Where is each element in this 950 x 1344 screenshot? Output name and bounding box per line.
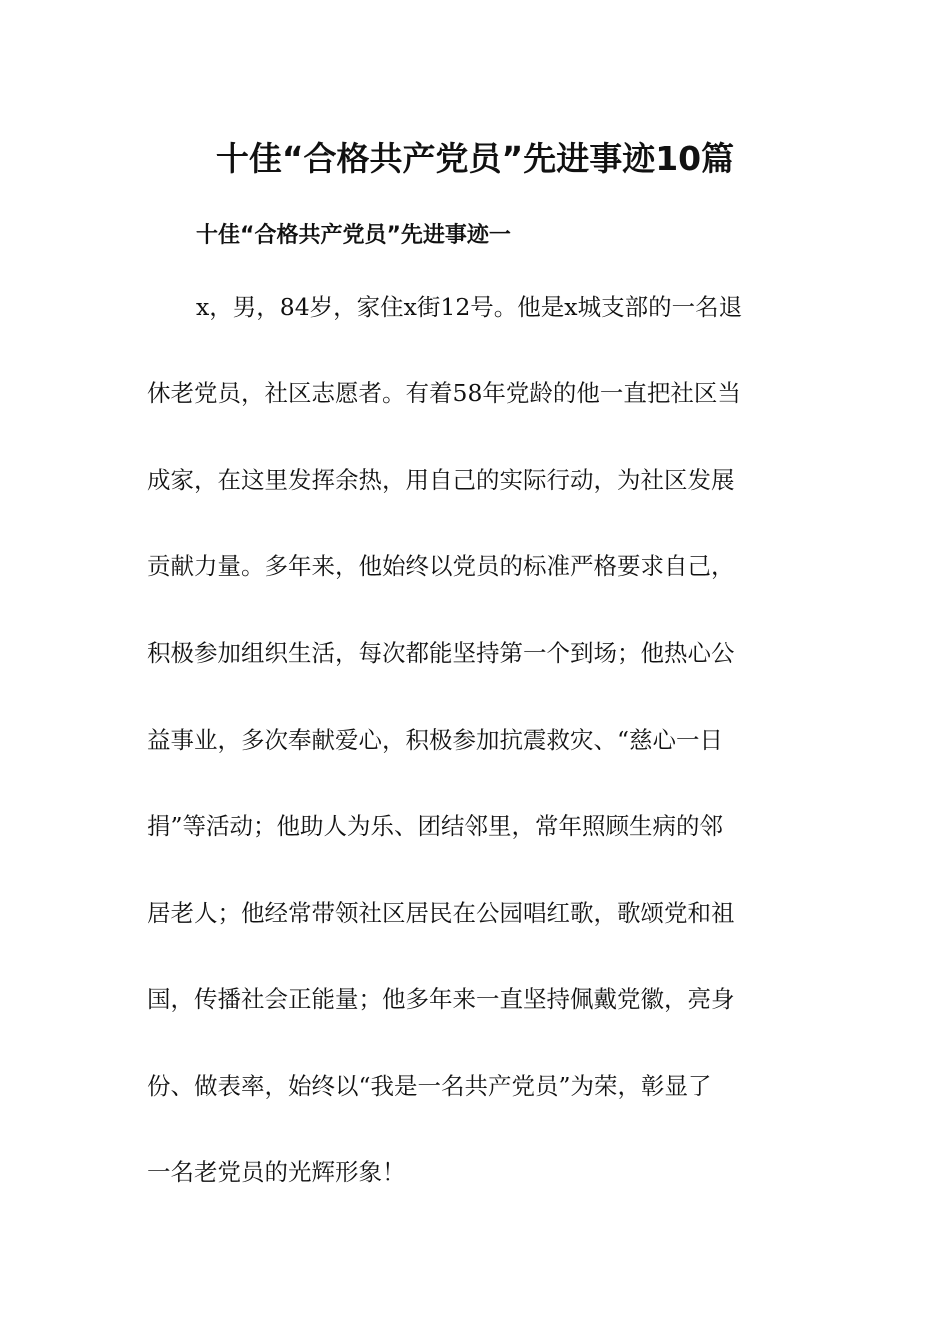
paragraph-line: 份、做表率，始终以“我是一名共产党员”为荣，彰显了 [147,1072,712,1100]
paragraph-line: 益事业，多次奉献爱心，积极参加抗震救灾、“慈心一日 [147,726,724,754]
paragraph-line: x，男，84岁，家住x街12号。他是x城支部的一名退 [196,293,743,321]
paragraph-line: 休老党员，社区志愿者。有着58年党龄的他一直把社区当 [147,379,741,407]
paragraph-line: 捐”等活动；他助人为乐、团结邻里，常年照顾生病的邻 [147,812,724,840]
document-title: 十佳“合格共产党员”先进事迹10篇 [215,139,735,178]
paragraph-line: 成家，在这里发挥余热，用自己的实际行动，为社区发展 [147,466,735,494]
section-heading: 十佳“合格共产党员”先进事迹一 [196,223,511,248]
paragraph-line: 贡献力量。多年来，他始终以党员的标准严格要求自己， [147,552,735,580]
paragraph-line: 一名老党员的光辉形象！ [147,1158,406,1186]
paragraph-line: 居老人；他经常带领社区居民在公园唱红歌，歌颂党和祖 [147,899,735,927]
paragraph-line: 积极参加组织生活，每次都能坚持第一个到场；他热心公 [147,639,735,667]
paragraph-line: 国，传播社会正能量；他多年来一直坚持佩戴党徽，亮身 [147,985,735,1013]
